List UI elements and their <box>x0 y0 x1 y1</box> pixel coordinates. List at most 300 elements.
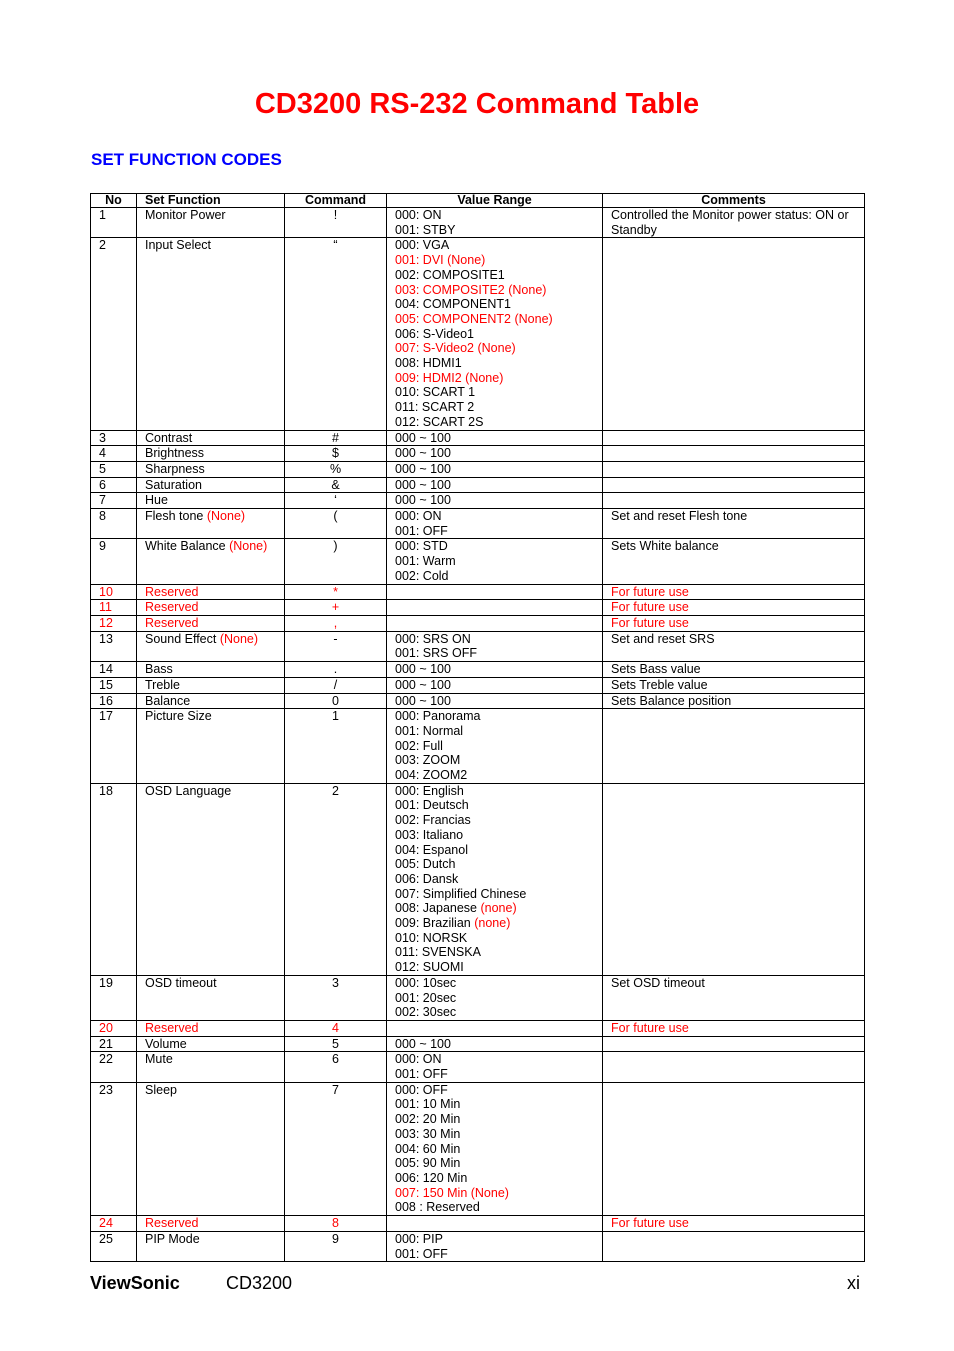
value-note: (none) <box>470 916 511 931</box>
value-text: 008 : Reserved <box>395 1200 480 1215</box>
row-number: 11 <box>91 600 137 616</box>
value-range-cell <box>387 446 603 462</box>
comment-cell <box>603 477 865 493</box>
set-function-label: Contrast <box>145 430 193 445</box>
value-range-cell <box>387 430 603 446</box>
value-text: 000 ~ 100 <box>395 461 451 476</box>
value-line <box>395 843 598 858</box>
row-number: 6 <box>91 477 137 493</box>
value-line <box>395 784 598 799</box>
set-function-cell <box>137 477 285 493</box>
value-line <box>395 709 598 724</box>
row-number: 10 <box>91 584 137 600</box>
table-row <box>91 975 865 1020</box>
value-line <box>395 798 598 813</box>
value-line <box>395 238 598 253</box>
value-line <box>395 857 598 872</box>
value-line <box>395 1171 598 1186</box>
table-row <box>91 1052 865 1082</box>
set-function-label: PIP Mode <box>145 1231 200 1246</box>
set-function-cell <box>137 693 285 709</box>
set-function-note: (None) <box>225 539 268 554</box>
value-text: 003: COMPOSITE2 (None) <box>395 282 547 297</box>
set-function-cell <box>137 631 285 661</box>
value-text: 005: Dutch <box>395 857 456 872</box>
value-range-cell <box>387 1020 603 1036</box>
value-line <box>395 554 598 569</box>
value-range-cell <box>387 662 603 678</box>
value-text: 006: S-Video1 <box>395 326 474 341</box>
row-number: 18 <box>91 783 137 975</box>
set-function-label: Balance <box>145 693 191 708</box>
value-text: 004: COMPONENT1 <box>395 297 512 312</box>
value-line <box>395 739 598 754</box>
comment-line: Set and reset SRS <box>611 631 715 646</box>
table-row <box>91 600 865 616</box>
value-line <box>395 991 598 1006</box>
value-line <box>395 400 598 415</box>
value-text: 002: 30sec <box>395 1005 457 1020</box>
value-line <box>395 1200 598 1215</box>
set-function-cell <box>137 539 285 584</box>
value-text: 003: Italiano <box>395 827 464 842</box>
comment-cell <box>603 1052 865 1082</box>
value-line <box>395 385 598 400</box>
table-row <box>91 1231 865 1261</box>
table-row <box>91 631 865 661</box>
set-function-cell <box>137 461 285 477</box>
command-cell: 8 <box>285 1216 387 1232</box>
value-text: 008: HDMI1 <box>395 356 462 371</box>
value-range-cell <box>387 709 603 784</box>
comment-cell <box>603 493 865 509</box>
set-function-cell <box>137 238 285 430</box>
comment-cell <box>603 539 865 584</box>
set-function-label: Reserved <box>145 615 199 630</box>
comment-cell <box>603 615 865 631</box>
command-cell: + <box>285 600 387 616</box>
table-row <box>91 446 865 462</box>
value-text: 000 ~ 100 <box>395 1036 451 1051</box>
header-set-function: Set Function <box>137 194 285 208</box>
value-text: 000 ~ 100 <box>395 493 451 508</box>
value-line <box>395 1052 598 1067</box>
header-command: Command <box>285 194 387 208</box>
value-line <box>395 1186 598 1201</box>
value-range-cell <box>387 783 603 975</box>
value-range-cell <box>387 1052 603 1082</box>
value-text: 000: ON <box>395 509 442 524</box>
set-function-cell <box>137 1082 285 1215</box>
value-line <box>395 1247 598 1262</box>
value-text: 003: ZOOM <box>395 753 461 768</box>
value-range-cell <box>387 1082 603 1215</box>
command-cell: ( <box>285 509 387 539</box>
value-text: 001: OFF <box>395 1246 448 1261</box>
set-function-label: Monitor Power <box>145 208 226 222</box>
comment-cell <box>603 975 865 1020</box>
command-cell: . <box>285 662 387 678</box>
row-number: 12 <box>91 615 137 631</box>
value-range-cell <box>387 208 603 238</box>
set-function-cell <box>137 783 285 975</box>
value-text: 006: 120 Min <box>395 1171 468 1185</box>
row-number: 24 <box>91 1216 137 1232</box>
value-text: 002: 20 Min <box>395 1112 461 1127</box>
value-text: 000: 10sec <box>395 975 457 990</box>
value-line <box>395 539 598 554</box>
command-cell: , <box>285 615 387 631</box>
value-text: 005: 90 Min <box>395 1156 461 1171</box>
value-line <box>395 1037 598 1052</box>
page-footer <box>90 1273 864 1297</box>
comment-line: For future use <box>611 615 689 630</box>
value-line <box>395 931 598 946</box>
comment-cell <box>603 677 865 693</box>
set-function-cell <box>137 509 285 539</box>
table-row <box>91 208 865 238</box>
set-function-label: Volume <box>145 1036 187 1051</box>
comment-cell <box>603 509 865 539</box>
value-text: 001: Deutsch <box>395 798 469 813</box>
comment-line: Sets Treble value <box>611 677 708 692</box>
row-number: 19 <box>91 975 137 1020</box>
value-range-cell <box>387 677 603 693</box>
set-function-cell <box>137 975 285 1020</box>
command-cell: 3 <box>285 975 387 1020</box>
value-text: 000: VGA <box>395 238 450 253</box>
value-line <box>395 371 598 386</box>
comment-cell <box>603 238 865 430</box>
value-text: 001: DVI (None) <box>395 253 486 268</box>
value-range-cell <box>387 600 603 616</box>
row-number: 22 <box>91 1052 137 1082</box>
value-line <box>395 960 598 975</box>
value-range-cell <box>387 631 603 661</box>
value-line <box>395 1142 598 1157</box>
table-row <box>91 709 865 784</box>
set-function-label: Reserved <box>145 584 199 599</box>
value-range-cell <box>387 493 603 509</box>
set-function-label: Brightness <box>145 446 205 461</box>
value-line <box>395 223 598 238</box>
set-function-label: Saturation <box>145 477 202 492</box>
value-text: 001: 10 Min <box>395 1097 461 1112</box>
value-range-cell <box>387 975 603 1020</box>
row-number: 3 <box>91 430 137 446</box>
table-row <box>91 662 865 678</box>
comment-line: Controlled the Monitor power status: ON or <box>611 208 849 222</box>
command-cell: % <box>285 461 387 477</box>
command-cell: 9 <box>285 1231 387 1261</box>
value-range-cell <box>387 539 603 584</box>
value-range-cell <box>387 1036 603 1052</box>
value-line <box>395 312 598 327</box>
comment-cell <box>603 662 865 678</box>
command-cell: “ <box>285 238 387 430</box>
comment-cell <box>603 1036 865 1052</box>
value-line <box>395 813 598 828</box>
value-text: 004: 60 Min <box>395 1141 461 1156</box>
set-function-cell <box>137 1052 285 1082</box>
value-line <box>395 872 598 887</box>
value-text: 000: Panorama <box>395 709 481 724</box>
value-line <box>395 569 598 584</box>
value-range-cell <box>387 693 603 709</box>
comment-cell <box>603 1216 865 1232</box>
value-range-cell <box>387 238 603 430</box>
command-cell: ) <box>285 539 387 584</box>
value-range-cell <box>387 1216 603 1232</box>
set-function-label: Input Select <box>145 238 212 253</box>
row-number: 13 <box>91 631 137 661</box>
command-cell: 1 <box>285 709 387 784</box>
set-function-cell <box>137 493 285 509</box>
header-value-range: Value Range <box>387 194 603 208</box>
value-range-cell <box>387 1231 603 1261</box>
set-function-label: Sleep <box>145 1082 177 1097</box>
set-function-note: (None) <box>203 509 246 524</box>
set-function-cell <box>137 1036 285 1052</box>
table-row <box>91 584 865 600</box>
value-text: 001: STBY <box>395 222 456 237</box>
set-function-cell <box>137 446 285 462</box>
value-text: 004: ZOOM2 <box>395 768 468 783</box>
value-line <box>395 887 598 902</box>
row-number: 1 <box>91 208 137 238</box>
comment-cell <box>603 631 865 661</box>
value-text: 000 ~ 100 <box>395 693 451 708</box>
value-line <box>395 431 598 446</box>
command-cell: # <box>285 430 387 446</box>
value-line <box>395 1083 598 1098</box>
command-cell: - <box>285 631 387 661</box>
set-function-label: Flesh tone <box>145 509 204 524</box>
comment-cell <box>603 208 865 238</box>
set-function-label: Bass <box>145 662 173 677</box>
value-line <box>395 509 598 524</box>
comment-cell <box>603 584 865 600</box>
value-line <box>395 208 598 223</box>
value-line <box>395 327 598 342</box>
value-text: 002: Cold <box>395 568 449 583</box>
comment-line: Sets White balance <box>611 539 719 554</box>
value-text: 001: SRS OFF <box>395 646 477 661</box>
value-range-cell <box>387 509 603 539</box>
table-header-row <box>91 194 865 208</box>
comment-cell <box>603 1231 865 1261</box>
value-line <box>395 901 598 916</box>
table-row <box>91 539 865 584</box>
set-function-cell <box>137 1231 285 1261</box>
comment-cell <box>603 783 865 975</box>
set-function-label: Hue <box>145 493 168 508</box>
value-text: 001: Warm <box>395 554 456 569</box>
set-function-note: (None) <box>216 631 259 646</box>
command-cell: ! <box>285 208 387 238</box>
value-text: 002: Full <box>395 738 443 753</box>
row-number: 15 <box>91 677 137 693</box>
table-row <box>91 493 865 509</box>
command-cell: 2 <box>285 783 387 975</box>
value-text: 010: NORSK <box>395 930 468 945</box>
value-line <box>395 478 598 493</box>
value-line <box>395 1005 598 1020</box>
set-function-label: Sharpness <box>145 461 205 476</box>
value-text: 000: STD <box>395 539 448 554</box>
value-text: 011: SCART 2 <box>395 400 475 415</box>
set-function-label: Reserved <box>145 1216 199 1231</box>
row-number: 20 <box>91 1020 137 1036</box>
set-function-label: White Balance <box>145 539 226 554</box>
footer-page-number: xi <box>847 1273 860 1293</box>
value-line <box>395 1067 598 1082</box>
header-comments: Comments <box>603 194 865 208</box>
row-number: 17 <box>91 709 137 784</box>
set-function-cell <box>137 208 285 238</box>
footer-model: CD3200 <box>226 1273 293 1293</box>
value-text: 005: COMPONENT2 (None) <box>395 311 553 326</box>
set-function-cell <box>137 1216 285 1232</box>
value-text: 011: SVENSKA <box>395 945 481 960</box>
value-line <box>395 253 598 268</box>
command-cell: 0 <box>285 693 387 709</box>
command-cell: 7 <box>285 1082 387 1215</box>
row-number: 5 <box>91 461 137 477</box>
value-line <box>395 662 598 677</box>
comment-cell <box>603 709 865 784</box>
table-row <box>91 1082 865 1215</box>
comment-cell <box>603 446 865 462</box>
set-function-cell <box>137 430 285 446</box>
value-line <box>395 415 598 430</box>
value-range-cell <box>387 477 603 493</box>
table-row <box>91 677 865 693</box>
comment-line: Sets Bass value <box>611 662 701 677</box>
value-text: 003: 30 Min <box>395 1126 461 1141</box>
value-text: 001: OFF <box>395 523 448 538</box>
value-line <box>395 1112 598 1127</box>
set-function-cell <box>137 677 285 693</box>
set-function-cell <box>137 709 285 784</box>
value-note: (none) <box>477 901 517 916</box>
set-function-label: Sound Effect <box>145 631 217 646</box>
comment-cell <box>603 600 865 616</box>
table-row <box>91 430 865 446</box>
value-line <box>395 828 598 843</box>
value-line <box>395 1127 598 1142</box>
value-text: 000 ~ 100 <box>395 446 451 461</box>
value-text: 002: COMPOSITE1 <box>395 267 505 282</box>
command-cell: 5 <box>285 1036 387 1052</box>
table-row <box>91 477 865 493</box>
footer-brand: ViewSonic <box>90 1273 180 1293</box>
value-line <box>395 646 598 661</box>
value-line <box>395 493 598 508</box>
value-line <box>395 724 598 739</box>
value-text: 000 ~ 100 <box>395 662 451 677</box>
value-text: 007: 150 Min (None) <box>395 1185 509 1200</box>
command-cell: 4 <box>285 1020 387 1036</box>
value-text: 000: ON <box>395 208 442 222</box>
value-text: 000 ~ 100 <box>395 430 451 445</box>
table-row <box>91 615 865 631</box>
set-function-cell <box>137 615 285 631</box>
table-body <box>91 208 865 1262</box>
value-line <box>395 916 598 931</box>
value-line <box>395 768 598 783</box>
value-range-cell <box>387 461 603 477</box>
comment-line: Set OSD timeout <box>611 975 705 990</box>
comment-line: For future use <box>611 584 689 599</box>
value-text: 009: HDMI2 (None) <box>395 370 504 385</box>
table-row <box>91 238 865 430</box>
table-row <box>91 1036 865 1052</box>
row-number: 25 <box>91 1231 137 1261</box>
value-text: 009: Brazilian <box>395 916 471 931</box>
table-row <box>91 461 865 477</box>
value-text: 001: OFF <box>395 1067 448 1082</box>
row-number: 4 <box>91 446 137 462</box>
value-line <box>395 341 598 356</box>
value-text: 006: Dansk <box>395 871 459 886</box>
command-table <box>90 193 865 1262</box>
row-number: 7 <box>91 493 137 509</box>
value-text: 000: English <box>395 783 464 798</box>
value-line <box>395 356 598 371</box>
set-function-cell <box>137 662 285 678</box>
value-text: 012: SUOMI <box>395 960 464 975</box>
set-function-label: OSD timeout <box>145 975 217 990</box>
set-function-label: Treble <box>145 677 180 692</box>
set-function-label: OSD Language <box>145 783 232 798</box>
value-text: 001: Normal <box>395 723 464 738</box>
table-row <box>91 693 865 709</box>
row-number: 21 <box>91 1036 137 1052</box>
value-text: 002: Francias <box>395 813 471 828</box>
value-line <box>395 268 598 283</box>
value-text: 007: Simplified Chinese <box>395 886 527 901</box>
value-text: 000: ON <box>395 1052 442 1067</box>
value-text: 000 ~ 100 <box>395 677 451 692</box>
value-text: 000: PIP <box>395 1231 443 1246</box>
row-number: 9 <box>91 539 137 584</box>
comment-line: For future use <box>611 1216 689 1231</box>
set-function-label: Reserved <box>145 600 199 615</box>
value-text: 001: 20sec <box>395 990 457 1005</box>
comment-cell <box>603 1020 865 1036</box>
command-cell: ‘ <box>285 493 387 509</box>
comment-cell <box>603 430 865 446</box>
table-row <box>91 509 865 539</box>
comment-line: Standby <box>611 222 657 237</box>
value-line <box>395 1097 598 1112</box>
value-text: 000: OFF <box>395 1082 448 1097</box>
table-row <box>91 1216 865 1232</box>
value-line <box>395 1232 598 1247</box>
comment-cell <box>603 1082 865 1215</box>
value-line <box>395 462 598 477</box>
command-cell: & <box>285 477 387 493</box>
row-number: 8 <box>91 509 137 539</box>
header-no: No <box>91 194 137 208</box>
row-number: 14 <box>91 662 137 678</box>
value-text: 010: SCART 1 <box>395 385 476 400</box>
value-text: 000: SRS ON <box>395 631 471 646</box>
set-function-label: Reserved <box>145 1020 199 1035</box>
value-line <box>395 524 598 539</box>
command-cell: 6 <box>285 1052 387 1082</box>
